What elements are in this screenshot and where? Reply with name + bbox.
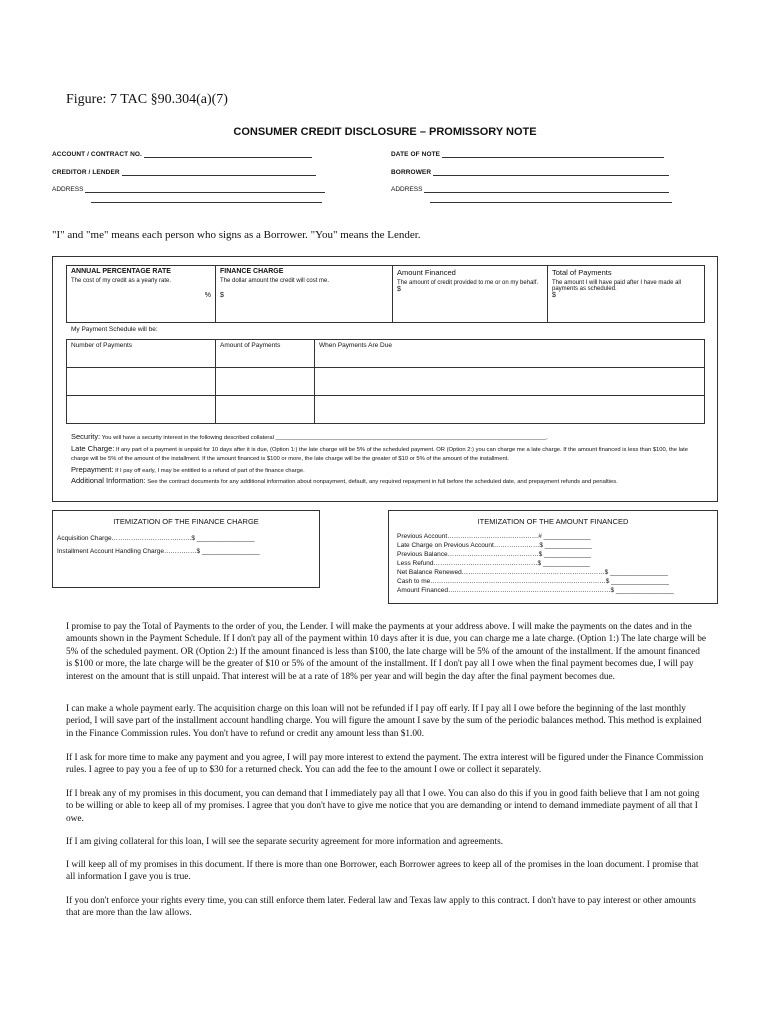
- amount-financed-title: Amount Financed: [397, 268, 456, 277]
- schedule-col-number: Number of Payments: [67, 340, 216, 368]
- borrower-line: [433, 167, 669, 176]
- apr-unit[interactable]: %: [204, 292, 211, 299]
- itemization-finance-box: [52, 510, 320, 588]
- schedule-cell[interactable]: [67, 368, 216, 396]
- additional-info-note: [71, 476, 701, 488]
- security-text: You will have a security interest in the following described collateral ____________________________________________________________________________________.: [101, 435, 548, 441]
- finance-charge-title: FINANCE CHARGE: [220, 268, 284, 275]
- date-field[interactable]: [391, 149, 664, 158]
- finance-charge-cell: [216, 266, 393, 323]
- schedule-col-due: When Payments Are Due: [315, 340, 705, 368]
- previous-balance-row[interactable]: Previous Balance……………………………………$ _____________: [397, 551, 592, 558]
- creditor-line: [122, 167, 316, 176]
- additional-info-text: See the contract documents for any additional information about nonpayment, default, any required repayment in full before the scheduled date, and prepayment refunds and penalties.: [147, 479, 618, 485]
- paragraph: I can make a whole payment early. The acquisition charge on this loan will not be refunded if I pay off early. If I pay all I owe before the beginning of the last monthly period, I will save part of the installment account handling charge. You will figure the amount I save by the sum of the periodic balances method. This method is explained in the Finance Commission rules. You don't have to refund or credit any amount less than $1.00.: [66, 704, 702, 739]
- borrower-address-label: ADDRESS: [391, 186, 423, 193]
- total-payments-unit[interactable]: $: [552, 292, 556, 299]
- handling-charge-row[interactable]: Installment Account Handling Charge……………$ ________________: [57, 548, 260, 555]
- net-balance-row[interactable]: Net Balance Renewed…………………………………………………………$ ________________: [397, 569, 668, 576]
- paragraph: If you don't enforce your rights every time, you can still enforce them later. Federal law and Texas law apply to this contract. I don't have to pay interest or other amounts that are more than the law allows.: [66, 896, 696, 919]
- paragraph: I will keep all of my promises in this document. If there is more than one Borrower, each Borrower agrees to keep all of the promises in the loan document. I promise that all information I gave you is true.: [66, 860, 699, 883]
- figure-label: Figure: 7 TAC §90.304(a)(7): [66, 92, 228, 107]
- borrower-address-line-2[interactable]: [430, 202, 672, 203]
- paragraph: If I break any of my promises in this document, you can demand that I immediately pay all that I owe. You can also do this if you in good faith believe that I am not going to be willing or able to keep all of my promises. I agree that you don't have to give me notice that you are demanding or intend to demand immediate payment of all that I owe.: [66, 789, 700, 824]
- lender-address-line: [85, 184, 325, 193]
- total-payments-desc: The amount I will have paid after I have made all payments as scheduled.: [552, 280, 682, 292]
- amount-financed-row[interactable]: Amount Financed…………………………………………………………………$ ________________: [397, 587, 674, 594]
- prepayment-key: Prepayment:: [71, 464, 114, 474]
- borrower-address-field[interactable]: [391, 184, 669, 193]
- itemization-finance-title: ITEMIZATION OF THE FINANCE CHARGE: [113, 517, 259, 526]
- amount-financed-unit[interactable]: $: [397, 286, 401, 293]
- late-charge-key: Late Charge:: [71, 443, 115, 453]
- account-field[interactable]: [52, 149, 312, 158]
- disclosure-table: [66, 265, 705, 323]
- apr-cell: [67, 266, 216, 323]
- cash-to-me-row[interactable]: Cash to me………………………………………………………………………$ ________________: [397, 578, 669, 585]
- account-label: ACCOUNT / CONTRACT NO.: [52, 151, 142, 158]
- borrower-field[interactable]: [391, 167, 669, 176]
- paragraph: If I am giving collateral for this loan, I will see the separate security agreement for more information and agreements.: [66, 837, 504, 847]
- paragraph: If I ask for more time to make any payment and you agree, I will pay more interest to extend the payment. The extra interest will be figured under the Finance Commission rules. I agree to pay you a fee of up to $30 for a returned check. You can add the fee to the amount I owe or collect it separately.: [66, 753, 704, 776]
- borrower-address-line: [424, 184, 669, 193]
- schedule-cell[interactable]: [315, 368, 705, 396]
- prepayment-text: If I pay off early, I may be entitled to a refund of part of the finance charge.: [115, 467, 305, 474]
- lender-address-field[interactable]: [52, 184, 325, 193]
- date-label: DATE OF NOTE: [391, 151, 441, 158]
- apr-title: ANNUAL PERCENTAGE RATE: [71, 268, 171, 275]
- late-charge-text: If any part of a payment is unpaid for 10 days after it is due, (Option 1:) the late charge will be 5% of the scheduled payment. OR (Option 2:) you can charge me a late charge. If the amount financed is less than $100, the late charge will be 5% of the amount of the installment. If the amount financed is $100 or more, the late charge will be the greater of $10 or 5% of the amount of the installment.: [71, 446, 688, 462]
- previous-account-row[interactable]: Previous Account……………………………………# _____________: [397, 533, 591, 540]
- disclosure-box: [52, 256, 718, 502]
- amount-financed-cell: [393, 266, 548, 323]
- schedule-label: My Payment Schedule will be:: [71, 326, 158, 333]
- document-title: CONSUMER CREDIT DISCLOSURE – PROMISSORY NOTE: [233, 126, 537, 138]
- total-payments-cell: [548, 266, 705, 323]
- schedule-cell[interactable]: [216, 396, 315, 424]
- definition-text: "I" and "me" means each person who signs as a Borrower. "You" means the Lender.: [52, 229, 421, 241]
- lender-address-label: ADDRESS: [52, 186, 84, 193]
- less-refund-row[interactable]: Less Refund…………………………………………$ _____________: [397, 560, 590, 567]
- total-payments-title: Total of Payments: [552, 268, 612, 277]
- itemization-amount-title: ITEMIZATION OF THE AMOUNT FINANCED: [477, 517, 629, 526]
- disclosure-notes: [71, 432, 701, 488]
- creditor-field[interactable]: [52, 167, 316, 176]
- schedule-col-amount: Amount of Payments: [216, 340, 315, 368]
- late-charge-note: [71, 444, 701, 465]
- security-key: Security:: [71, 432, 101, 441]
- account-line: [144, 149, 312, 158]
- lender-address-line-2[interactable]: [91, 202, 322, 203]
- amount-financed-desc: The amount of credit provided to me or on my behalf.: [397, 280, 539, 286]
- additional-info-key: Additional Information:: [71, 476, 146, 485]
- security-note: [71, 432, 701, 444]
- finance-charge-desc: The dollar amount the credit will cost me.: [220, 278, 330, 284]
- apr-desc: The cost of my credit as a yearly rate.: [71, 278, 172, 284]
- date-line: [442, 149, 664, 158]
- paragraph: I promise to pay the Total of Payments to the order of you, the Lender. I will make the payments at your address above. I will make the payments on the dates and in the amounts shown in the Payment Schedule. If I don't pay all of the payment within 10 days after it is due, you can charge me a late charge. (Option 1:) The late charge will be 5% of the scheduled payment. OR (Option 2:) If the amount financed is less than $100, the late charge will be 5% of the amount of the installment. If the amount financed is $100 or more, the late charge will be the greater of $10 or 5% of the amount of the installment. If I don't pay all I owe when the final payment becomes due, I will pay interest on the amount that is still unpaid. That interest will be at a rate of 18% per year and will begin the day after the final payment becomes due.: [66, 622, 706, 682]
- finance-charge-unit[interactable]: $: [220, 292, 224, 299]
- schedule-cell[interactable]: [67, 396, 216, 424]
- creditor-label: CREDITOR / LENDER: [52, 169, 120, 176]
- payment-schedule-table: [66, 339, 705, 424]
- acquisition-charge-row[interactable]: Acquisition Charge……………………………….$ ________________: [57, 535, 255, 542]
- prepayment-note: [71, 465, 701, 477]
- itemization-amount-box: [388, 510, 718, 604]
- schedule-cell[interactable]: [216, 368, 315, 396]
- borrower-label: BORROWER: [391, 169, 432, 176]
- late-charge-prev-row[interactable]: Late Charge on Previous Account…………………$ _____________: [397, 542, 592, 549]
- schedule-cell[interactable]: [315, 396, 705, 424]
